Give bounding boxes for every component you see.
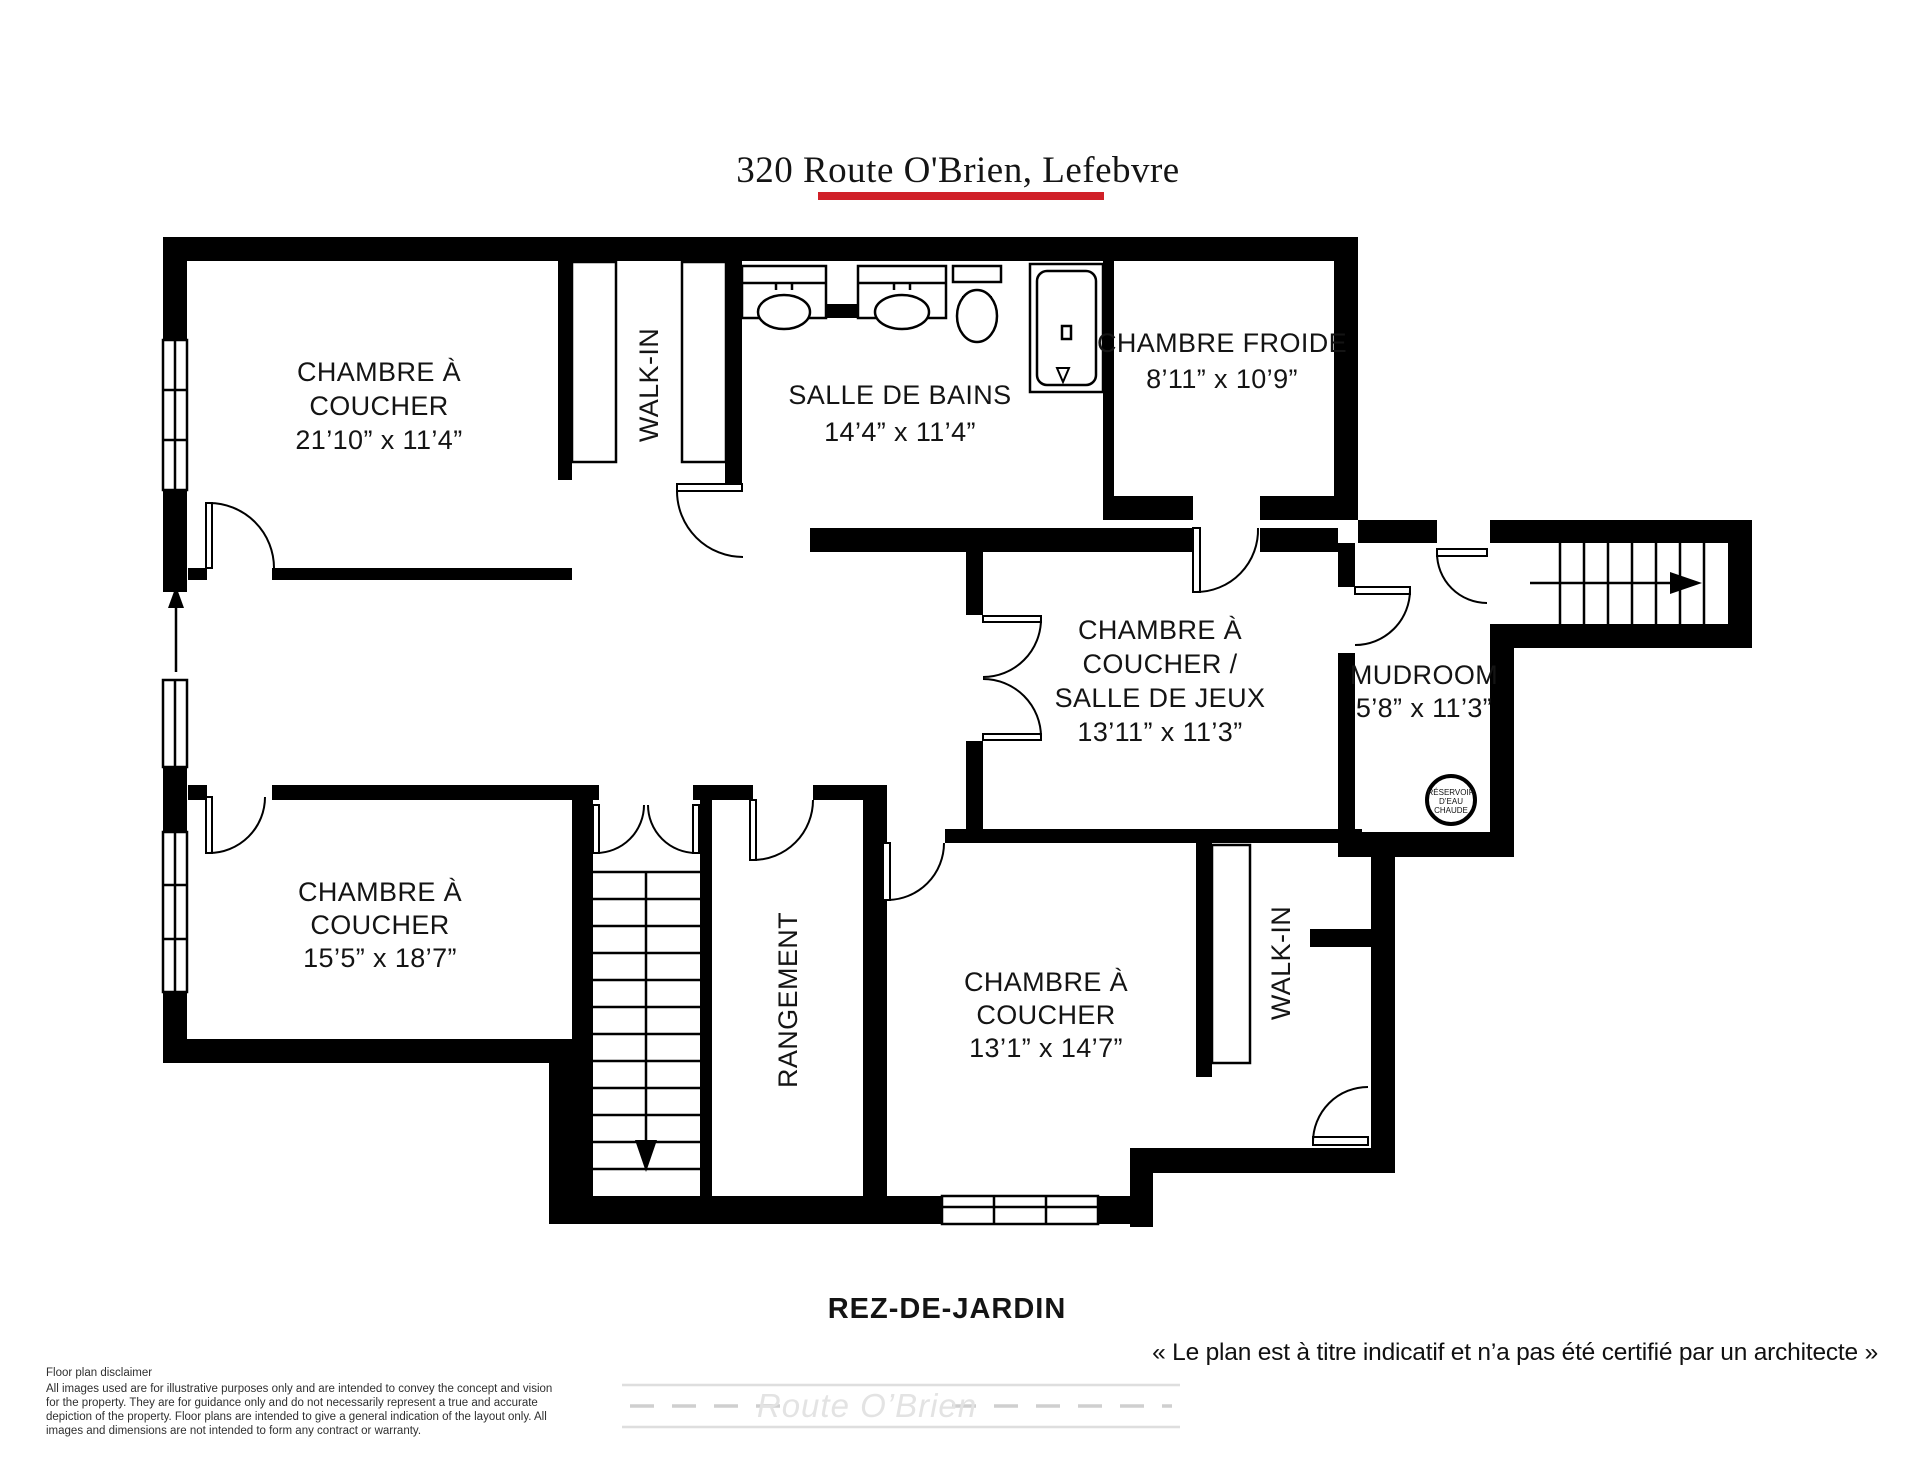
label-bedroom-playroom (1055, 615, 1266, 747)
label-mudroom (1350, 660, 1498, 723)
svg-text:21’10” x 11’4”: 21’10” x 11’4” (295, 425, 463, 455)
door-storage (750, 800, 813, 860)
label-walk-in-top: WALK-IN (634, 327, 664, 443)
svg-text:13’1” x 14’7”: 13’1” x 14’7” (969, 1033, 1123, 1063)
vanity-divider (826, 304, 858, 318)
door-cold-room (1193, 528, 1258, 592)
svg-text:COUCHER: COUCHER (309, 391, 449, 421)
label-storage: RANGEMENT (773, 911, 803, 1089)
door-bathroom (677, 484, 743, 557)
stairs-top-right (1530, 543, 1704, 624)
water-heater-line1: RÉSERVOIR (1427, 788, 1475, 797)
label-bedroom-bottom (964, 967, 1128, 1063)
water-heater-line3: CHAUDE (1434, 806, 1468, 815)
window-bottom (942, 1196, 1098, 1224)
windows (163, 340, 1098, 1224)
certification-note: « Le plan est à titre indicatif et n’a pas été certifié par un architecte » (1152, 1339, 1878, 1366)
disclaimer-heading: Floor plan disclaimer (46, 1367, 153, 1379)
title-underline (818, 192, 1104, 200)
entry-arrow (168, 586, 184, 672)
level-label: REZ-DE-JARDIN (827, 1293, 1067, 1325)
svg-text:14’4” x 11’4”: 14’4” x 11’4” (824, 417, 976, 447)
sink-right-icon (858, 266, 946, 329)
svg-text:COUCHER /: COUCHER / (1082, 649, 1238, 679)
label-bedroom-top-left (295, 357, 462, 455)
svg-text:COUCHER: COUCHER (976, 1000, 1116, 1030)
door-mudroom-west (1355, 587, 1410, 645)
window-top-left (163, 340, 187, 490)
svg-text:13’11” x 11’3”: 13’11” x 11’3” (1077, 717, 1243, 747)
door-bedroom-bottom (883, 843, 944, 900)
stairs-center (593, 872, 700, 1172)
door-mudroom-north (1437, 549, 1487, 603)
svg-text:COUCHER: COUCHER (310, 910, 450, 940)
sink-left-icon (742, 266, 826, 329)
disclaimer (46, 1367, 552, 1437)
double-door-stairs (593, 805, 699, 853)
stairs-down-arrow (635, 1140, 657, 1172)
road-watermark (622, 1385, 1180, 1427)
svg-text:CHAMBRE À: CHAMBRE À (296, 357, 462, 387)
label-cold-room (1097, 328, 1347, 394)
bathroom-fixtures (742, 264, 1103, 392)
svg-text:MUDROOM: MUDROOM (1349, 660, 1499, 690)
svg-text:8’11” x 10’9”: 8’11” x 10’9” (1146, 364, 1298, 394)
door-bedroom-left (206, 797, 265, 853)
toilet-icon (953, 266, 1001, 342)
label-bathroom (788, 380, 1011, 447)
page-title: 320 Route O'Brien, Lefebvre (736, 150, 1180, 191)
svg-text:15’5” x 18’7”: 15’5” x 18’7” (303, 943, 457, 973)
watermark-street-name: Route O’Brien (756, 1387, 978, 1424)
window-left-middle (163, 680, 187, 767)
disclaimer-line2: for the property. They are for guidance only and do not necessarily represent a true and accurate (46, 1397, 538, 1409)
door-bedroom-top-left (206, 503, 274, 568)
room-labels (295, 328, 1498, 1088)
svg-text:CHAMBRE À: CHAMBRE À (1077, 615, 1243, 645)
svg-text:5’8” x 11’3”: 5’8” x 11’3” (1355, 693, 1493, 723)
door-walkin-bottom (1313, 1087, 1368, 1145)
water-heater-icon (1427, 776, 1475, 824)
svg-text:CHAMBRE FROIDE: CHAMBRE FROIDE (1096, 328, 1348, 358)
water-heater-line2: D’EAU (1438, 797, 1464, 806)
svg-text:SALLE DE BAINS: SALLE DE BAINS (788, 380, 1012, 410)
svg-text:SALLE DE JEUX: SALLE DE JEUX (1054, 683, 1266, 713)
disclaimer-line1: All images used are for illustrative purposes only and are intended to convey the concept and vision (46, 1383, 553, 1395)
double-door-playroom (983, 616, 1041, 740)
stairs-up-arrow (1670, 572, 1702, 594)
svg-text:CHAMBRE À: CHAMBRE À (963, 967, 1129, 997)
label-bedroom-left (298, 877, 462, 973)
bathtub-icon (1030, 264, 1103, 392)
window-left-bottom (163, 832, 187, 992)
disclaimer-line4: images and dimensions are not intended to form any contract or warranty. (46, 1425, 422, 1437)
svg-text:CHAMBRE À: CHAMBRE À (297, 877, 463, 907)
label-walk-in-bottom: WALK-IN (1266, 905, 1296, 1021)
disclaimer-line3: depiction of the property. Floor plans are intended to give a general indication of the layout only. All (46, 1411, 547, 1423)
